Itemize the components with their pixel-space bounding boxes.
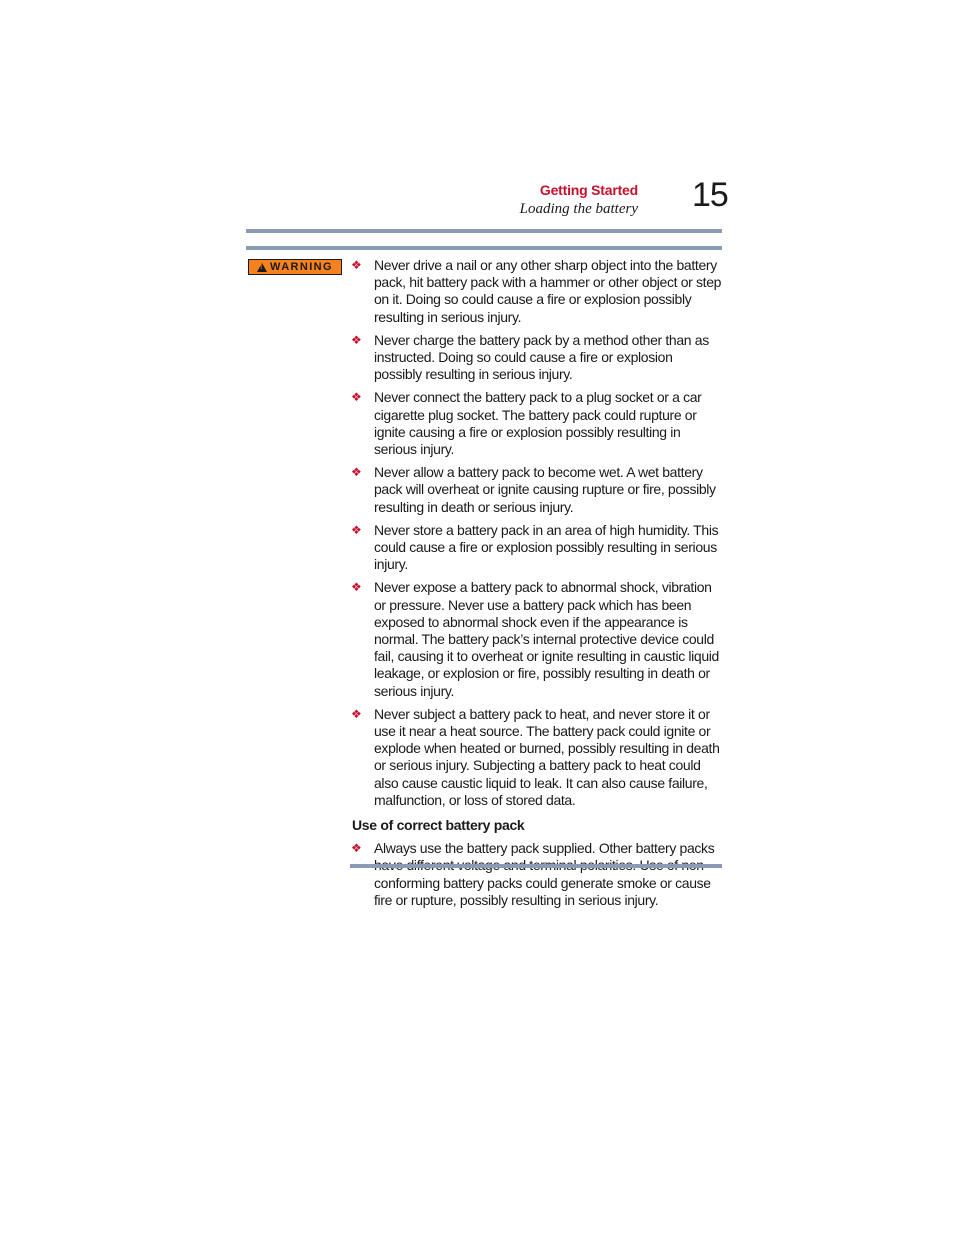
list-item-text: Always use the battery pack supplied. Other battery packs conforming battery packs could generate smoke or cause fire or rupture, possibly resulting in serious injury. xyxy=(374,840,715,908)
chapter-title: Getting Started xyxy=(539,182,638,198)
list-item xyxy=(351,464,723,516)
diamond-bullet-icon: ❖ xyxy=(351,522,362,537)
warning-badge xyxy=(248,259,342,275)
warning-content xyxy=(351,257,723,915)
list-item-text: Never charge the battery pack by a method other than as instructed. Doing so could cause a fire or explosion possibly resulting in serious injury. xyxy=(374,331,709,383)
list-item-text: Never drive a nail or any other sharp object into the battery pack, hit battery pack with a hammer or other object or step on it. Doing so could cause a fire or explosion possibly resulting in serious injury. xyxy=(374,257,722,325)
list-item xyxy=(351,389,723,458)
list-item xyxy=(351,706,723,809)
diamond-bullet-icon: ❖ xyxy=(351,332,362,347)
list-item xyxy=(351,332,723,384)
correct-pack-list xyxy=(351,840,723,909)
list-item-text: Never allow a battery pack to become wet. A wet battery pack will overheat or ignite causing rupture or fire, possibly resulting in death or serious injury. xyxy=(374,464,716,515)
footer-rule xyxy=(350,864,722,868)
diamond-bullet-icon: ❖ xyxy=(351,580,362,595)
warning-list xyxy=(351,257,723,809)
warning-label: WARNING xyxy=(270,261,333,273)
diamond-bullet-icon: ❖ xyxy=(351,465,362,480)
diamond-bullet-icon: ❖ xyxy=(351,841,362,856)
page-header xyxy=(0,0,954,250)
list-item xyxy=(351,522,723,574)
page-number: 15 xyxy=(692,176,728,214)
header-rule-lower xyxy=(246,246,722,250)
list-item-text: Never subject a battery pack to heat, and never store it or use it near a heat source. The battery pack could ignite or explode when heated or burned, possibly resulting in death or serious injury. Subjecting a battery pack to heat could also cause caustic liquid to leak. It can also cause failure, malfunction, or loss of stored data. xyxy=(374,705,720,808)
list-item xyxy=(351,840,723,909)
subheading: Use of correct battery pack xyxy=(352,817,525,834)
diamond-bullet-icon: ❖ xyxy=(351,390,362,405)
section-title: Loading the battery xyxy=(519,201,638,217)
diamond-bullet-icon: ❖ xyxy=(351,706,362,721)
list-item-text: Never store a battery pack in an area of high humidity. This could cause a fire or explosion possibly resulting in serious injury. xyxy=(374,521,719,573)
warning-triangle-icon xyxy=(257,263,267,272)
list-item xyxy=(351,579,723,699)
list-item xyxy=(351,257,723,326)
header-rule-upper xyxy=(246,229,722,233)
diamond-bullet-icon: ❖ xyxy=(351,258,362,272)
list-item-text: Never connect the battery pack to a plug socket or a car cigarette plug socket. The battery pack could rupture or ignite causing a fire or explosion possibly resulting in serious injury. xyxy=(374,389,702,458)
list-item-text: Never expose a battery pack to abnormal shock, vibration or pressure. Never use a battery pack which has been exposed to abnormal shock even if the appearance is normal. The battery pack’s internal protective device could fail, causing it to overheat or ignite resulting in caustic liquid leakage, or explosion or fire, possibly resulting in death or serious injury. xyxy=(374,579,719,699)
